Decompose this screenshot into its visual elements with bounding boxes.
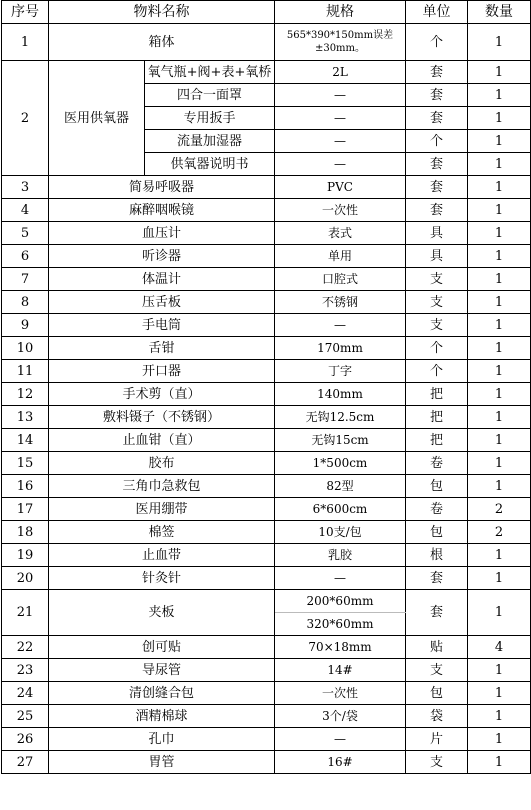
item-qty: 1 [468, 199, 531, 222]
item-spec: 3个/袋 [275, 705, 406, 728]
item-name: 麻醉咽喉镜 [49, 199, 275, 222]
item-qty: 1 [468, 682, 531, 705]
item-qty: 1 [468, 176, 531, 199]
item-spec: 16# [275, 751, 406, 774]
header-unit: 单位 [406, 1, 468, 24]
item-qty: 1 [468, 268, 531, 291]
item-qty: 1 [468, 61, 531, 84]
item-unit: 片 [406, 728, 468, 751]
item-spec: 6*600cm [275, 498, 406, 521]
row-number: 23 [2, 659, 49, 682]
table-row [2, 429, 531, 452]
item-unit: 包 [406, 682, 468, 705]
header-spec: 规格 [275, 1, 406, 24]
item-unit: 包 [406, 475, 468, 498]
item-unit: 套 [406, 567, 468, 590]
table-row [2, 314, 531, 337]
item-spec: 1*500cm [275, 452, 406, 475]
item-spec: 70×18mm [275, 636, 406, 659]
item-qty: 1 [468, 245, 531, 268]
row-number: 5 [2, 222, 49, 245]
item-name: 胶布 [49, 452, 275, 475]
item-name: 血压计 [49, 222, 275, 245]
item-name: 供氧器说明书 [145, 153, 275, 176]
item-qty: 1 [468, 291, 531, 314]
item-qty: 1 [468, 24, 531, 61]
item-qty: 1 [468, 383, 531, 406]
row-number: 13 [2, 406, 49, 429]
item-unit: 支 [406, 291, 468, 314]
item-qty: 1 [468, 751, 531, 774]
item-unit: 套 [406, 61, 468, 84]
item-unit: 包 [406, 521, 468, 544]
item-spec: — [275, 567, 406, 590]
item-unit: 支 [406, 751, 468, 774]
table-row [2, 751, 531, 774]
item-name: 手术剪（直） [49, 383, 275, 406]
item-unit: 把 [406, 429, 468, 452]
item-name: 创可贴 [49, 636, 275, 659]
item-name: 箱体 [49, 24, 275, 61]
item-qty: 2 [468, 521, 531, 544]
item-qty: 1 [468, 567, 531, 590]
header-name: 物料名称 [49, 1, 275, 24]
item-name: 开口器 [49, 360, 275, 383]
item-unit: 卷 [406, 498, 468, 521]
row-number: 12 [2, 383, 49, 406]
table-row [2, 245, 531, 268]
item-name: 手电筒 [49, 314, 275, 337]
item-unit: 套 [406, 590, 468, 636]
item-unit: 贴 [406, 636, 468, 659]
table-row [2, 682, 531, 705]
item-unit: 把 [406, 406, 468, 429]
item-unit: 套 [406, 153, 468, 176]
row-number: 2 [2, 61, 49, 176]
table-row [2, 222, 531, 245]
table-row [2, 452, 531, 475]
item-spec: 丁字 [275, 360, 406, 383]
item-unit: 支 [406, 314, 468, 337]
table-row [2, 475, 531, 498]
item-name: 导尿管 [49, 659, 275, 682]
table-row [2, 383, 531, 406]
item-qty: 2 [468, 498, 531, 521]
table-row [2, 360, 531, 383]
item-unit: 个 [406, 360, 468, 383]
item-unit: 个 [406, 130, 468, 153]
row-number: 21 [2, 590, 49, 636]
item-name: 胃管 [49, 751, 275, 774]
item-name: 四合一面罩 [145, 84, 275, 107]
item-name: 简易呼吸器 [49, 176, 275, 199]
table-row [2, 61, 531, 84]
item-spec: 2L [275, 61, 406, 84]
row-number: 8 [2, 291, 49, 314]
table-row [2, 291, 531, 314]
row-number: 14 [2, 429, 49, 452]
item-name: 棉签 [49, 521, 275, 544]
item-spec: 不锈钢 [275, 291, 406, 314]
item-unit: 套 [406, 84, 468, 107]
item-spec: 565*390*150mm误差±30mm。 [275, 24, 406, 61]
item-qty: 1 [468, 544, 531, 567]
item-qty: 1 [468, 705, 531, 728]
item-spec: 200*60mm [275, 590, 406, 613]
row-number: 6 [2, 245, 49, 268]
item-spec: PVC [275, 176, 406, 199]
group-name: 医用供氧器 [49, 61, 145, 176]
row-number: 20 [2, 567, 49, 590]
item-spec: 表式 [275, 222, 406, 245]
item-unit: 具 [406, 222, 468, 245]
item-unit: 套 [406, 199, 468, 222]
item-name: 三角巾急救包 [49, 475, 275, 498]
item-spec: — [275, 130, 406, 153]
row-number: 25 [2, 705, 49, 728]
item-spec: — [275, 84, 406, 107]
item-spec: — [275, 107, 406, 130]
item-qty: 1 [468, 659, 531, 682]
header-no: 序号 [2, 1, 49, 24]
table-row [2, 406, 531, 429]
item-name: 止血钳（直） [49, 429, 275, 452]
item-qty: 1 [468, 590, 531, 636]
item-spec: 无钩15cm [275, 429, 406, 452]
table-row [2, 337, 531, 360]
item-name: 氧气瓶+阀+表+氧桥 [145, 61, 275, 84]
table-row [2, 24, 531, 61]
item-spec: — [275, 314, 406, 337]
item-qty: 1 [468, 429, 531, 452]
table-row [2, 728, 531, 751]
row-number: 3 [2, 176, 49, 199]
row-number: 1 [2, 24, 49, 61]
table-body [2, 24, 531, 774]
row-number: 24 [2, 682, 49, 705]
item-name: 舌钳 [49, 337, 275, 360]
row-number: 27 [2, 751, 49, 774]
item-name: 酒精棉球 [49, 705, 275, 728]
item-spec: 一次性 [275, 199, 406, 222]
item-unit: 根 [406, 544, 468, 567]
header-row [2, 1, 531, 24]
item-name: 压舌板 [49, 291, 275, 314]
item-unit: 具 [406, 245, 468, 268]
item-name: 敷料镊子（不锈钢） [49, 406, 275, 429]
item-spec: 一次性 [275, 682, 406, 705]
item-qty: 4 [468, 636, 531, 659]
item-unit: 套 [406, 107, 468, 130]
row-number: 10 [2, 337, 49, 360]
row-number: 19 [2, 544, 49, 567]
item-name: 体温计 [49, 268, 275, 291]
row-number: 9 [2, 314, 49, 337]
item-spec: — [275, 728, 406, 751]
item-name: 夹板 [49, 590, 275, 636]
item-name: 流量加湿器 [145, 130, 275, 153]
item-qty: 1 [468, 153, 531, 176]
item-qty: 1 [468, 107, 531, 130]
table-row [2, 176, 531, 199]
item-qty: 1 [468, 84, 531, 107]
table-row [2, 544, 531, 567]
item-qty: 1 [468, 314, 531, 337]
item-name: 针灸针 [49, 567, 275, 590]
row-number: 11 [2, 360, 49, 383]
item-spec: 170mm [275, 337, 406, 360]
row-number: 18 [2, 521, 49, 544]
item-name: 听诊器 [49, 245, 275, 268]
row-number: 22 [2, 636, 49, 659]
item-qty: 1 [468, 337, 531, 360]
item-unit: 卷 [406, 452, 468, 475]
item-spec: 单用 [275, 245, 406, 268]
item-qty: 1 [468, 728, 531, 751]
table-row [2, 659, 531, 682]
table-row [2, 521, 531, 544]
row-number: 4 [2, 199, 49, 222]
table-row [2, 705, 531, 728]
table-row [2, 268, 531, 291]
header-qty: 数量 [468, 1, 531, 24]
row-number: 17 [2, 498, 49, 521]
item-spec: 口腔式 [275, 268, 406, 291]
row-number: 16 [2, 475, 49, 498]
table-row [2, 590, 531, 613]
item-spec: 14# [275, 659, 406, 682]
item-qty: 1 [468, 452, 531, 475]
table-row [2, 636, 531, 659]
item-unit: 个 [406, 24, 468, 61]
item-unit: 支 [406, 659, 468, 682]
row-number: 7 [2, 268, 49, 291]
item-qty: 1 [468, 475, 531, 498]
item-spec: 10支/包 [275, 521, 406, 544]
item-unit: 套 [406, 176, 468, 199]
row-number: 15 [2, 452, 49, 475]
materials-table [1, 0, 531, 774]
item-name: 孔巾 [49, 728, 275, 751]
item-qty: 1 [468, 222, 531, 245]
item-spec: 乳胶 [275, 544, 406, 567]
table-row [2, 498, 531, 521]
item-name: 医用绷带 [49, 498, 275, 521]
table-row [2, 199, 531, 222]
item-name: 专用扳手 [145, 107, 275, 130]
item-qty: 1 [468, 406, 531, 429]
item-unit: 把 [406, 383, 468, 406]
item-spec: 82型 [275, 475, 406, 498]
item-qty: 1 [468, 360, 531, 383]
row-number: 26 [2, 728, 49, 751]
item-qty: 1 [468, 130, 531, 153]
item-spec: 无钩12.5cm [275, 406, 406, 429]
item-name: 清创缝合包 [49, 682, 275, 705]
item-spec: 140mm [275, 383, 406, 406]
item-name: 止血带 [49, 544, 275, 567]
table-row [2, 567, 531, 590]
item-unit: 个 [406, 337, 468, 360]
item-unit: 支 [406, 268, 468, 291]
item-spec: 320*60mm [275, 613, 406, 636]
item-spec: — [275, 153, 406, 176]
item-unit: 袋 [406, 705, 468, 728]
